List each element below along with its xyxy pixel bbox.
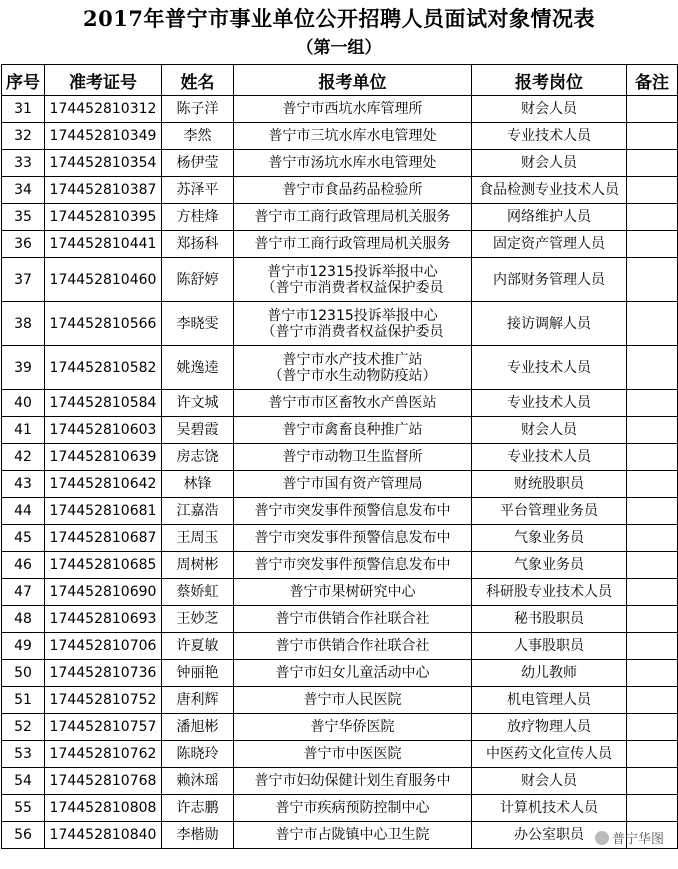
cell-unit: 普宁市中医医院 bbox=[234, 741, 472, 768]
cell-no: 44 bbox=[2, 498, 45, 525]
cell-exam-id: 174452810387 bbox=[45, 177, 162, 204]
cell-post: 食品检测专业技术人员 bbox=[472, 177, 627, 204]
cell-unit: 普宁市三坑水库水电管理处 bbox=[234, 123, 472, 150]
cell-exam-id: 174452810441 bbox=[45, 231, 162, 258]
cell-no: 54 bbox=[2, 768, 45, 795]
cell-unit: 普宁市禽畜良种推广站 bbox=[234, 417, 472, 444]
header-unit: 报考单位 bbox=[234, 65, 472, 96]
table-row bbox=[2, 606, 678, 633]
cell-exam-id: 174452810584 bbox=[45, 390, 162, 417]
cell-exam-id: 174452810460 bbox=[45, 258, 162, 302]
watermark-text: 普宁华图 bbox=[611, 832, 664, 847]
cell-note bbox=[627, 177, 678, 204]
cell-note bbox=[627, 633, 678, 660]
cell-no: 38 bbox=[2, 302, 45, 346]
cell-name: 唐利辉 bbox=[162, 687, 234, 714]
cell-post: 专业技术人员 bbox=[472, 123, 627, 150]
cell-no: 51 bbox=[2, 687, 45, 714]
table-row bbox=[2, 150, 678, 177]
table-row bbox=[2, 177, 678, 204]
cell-post: 财统股职员 bbox=[472, 471, 627, 498]
cell-post: 财会人员 bbox=[472, 96, 627, 123]
cell-note bbox=[627, 525, 678, 552]
cell-note bbox=[627, 346, 678, 390]
table-row bbox=[2, 579, 678, 606]
cell-no: 53 bbox=[2, 741, 45, 768]
cell-post: 接访调解人员 bbox=[472, 302, 627, 346]
cell-unit: 普宁市动物卫生监督所 bbox=[234, 444, 472, 471]
cell-no: 40 bbox=[2, 390, 45, 417]
cell-name: 周树彬 bbox=[162, 552, 234, 579]
table-row bbox=[2, 822, 678, 849]
cell-name: 李然 bbox=[162, 123, 234, 150]
table-row bbox=[2, 204, 678, 231]
cell-unit: 普宁华侨医院 bbox=[234, 714, 472, 741]
cell-no: 46 bbox=[2, 552, 45, 579]
table-row bbox=[2, 302, 678, 346]
cell-note bbox=[627, 579, 678, 606]
cell-unit: 普宁市疾病预防控制中心 bbox=[234, 795, 472, 822]
cell-name: 许文城 bbox=[162, 390, 234, 417]
cell-unit: 普宁市水产技术推广站 （普宁市水生动物防疫站） bbox=[234, 346, 472, 390]
cell-note bbox=[627, 552, 678, 579]
table-row bbox=[2, 552, 678, 579]
cell-post: 固定资产管理人员 bbox=[472, 231, 627, 258]
cell-unit: 普宁市供销合作社联合社 bbox=[234, 633, 472, 660]
cell-no: 47 bbox=[2, 579, 45, 606]
cell-note bbox=[627, 714, 678, 741]
watermark bbox=[595, 828, 664, 847]
cell-name: 潘旭彬 bbox=[162, 714, 234, 741]
cell-note bbox=[627, 471, 678, 498]
cell-post: 计算机技术人员 bbox=[472, 795, 627, 822]
header-no: 序号 bbox=[2, 65, 45, 96]
cell-unit: 普宁市市区畜牧水产兽医站 bbox=[234, 390, 472, 417]
cell-note bbox=[627, 498, 678, 525]
cell-exam-id: 174452810582 bbox=[45, 346, 162, 390]
cell-exam-id: 174452810752 bbox=[45, 687, 162, 714]
table-row bbox=[2, 795, 678, 822]
table-row bbox=[2, 231, 678, 258]
table-row bbox=[2, 741, 678, 768]
cell-no: 48 bbox=[2, 606, 45, 633]
cell-name: 蔡娇虹 bbox=[162, 579, 234, 606]
cell-name: 许志鹏 bbox=[162, 795, 234, 822]
cell-post: 中医药文化宣传人员 bbox=[472, 741, 627, 768]
cell-no: 42 bbox=[2, 444, 45, 471]
cell-exam-id: 174452810685 bbox=[45, 552, 162, 579]
cell-note bbox=[627, 444, 678, 471]
cell-post: 财会人员 bbox=[472, 417, 627, 444]
table-row bbox=[2, 123, 678, 150]
table-header-row bbox=[2, 65, 678, 96]
cell-no: 56 bbox=[2, 822, 45, 849]
cell-unit: 普宁市果树研究中心 bbox=[234, 579, 472, 606]
cell-no: 33 bbox=[2, 150, 45, 177]
cell-note bbox=[627, 606, 678, 633]
cell-unit: 普宁市妇女儿童活动中心 bbox=[234, 660, 472, 687]
header-post: 报考岗位 bbox=[472, 65, 627, 96]
cell-name: 姚逸逵 bbox=[162, 346, 234, 390]
cell-exam-id: 174452810808 bbox=[45, 795, 162, 822]
table-row bbox=[2, 444, 678, 471]
cell-unit: 普宁市12315投诉举报中心 （普宁市消费者权益保护委员 bbox=[234, 302, 472, 346]
cell-name: 钟丽艳 bbox=[162, 660, 234, 687]
header-name: 姓名 bbox=[162, 65, 234, 96]
cell-exam-id: 174452810690 bbox=[45, 579, 162, 606]
cell-exam-id: 174452810762 bbox=[45, 741, 162, 768]
cell-unit: 普宁市人民医院 bbox=[234, 687, 472, 714]
cell-note bbox=[627, 417, 678, 444]
table-row bbox=[2, 471, 678, 498]
cell-name: 陈子洋 bbox=[162, 96, 234, 123]
cell-post: 内部财务管理人员 bbox=[472, 258, 627, 302]
cell-no: 37 bbox=[2, 258, 45, 302]
cell-unit: 普宁市突发事件预警信息发布中 bbox=[234, 552, 472, 579]
cell-unit: 普宁市工商行政管理局机关服务 bbox=[234, 204, 472, 231]
header-exam-id: 准考证号 bbox=[45, 65, 162, 96]
cell-post: 气象业务员 bbox=[472, 525, 627, 552]
table-body bbox=[2, 96, 678, 849]
page-title: 2017年普宁市事业单位公开招聘人员面试对象情况表 bbox=[83, 6, 595, 31]
cell-post: 科研股专业技术人员 bbox=[472, 579, 627, 606]
cell-name: 林锋 bbox=[162, 471, 234, 498]
header-note: 备注 bbox=[627, 65, 678, 96]
cell-exam-id: 174452810681 bbox=[45, 498, 162, 525]
table-row bbox=[2, 660, 678, 687]
cell-post: 机电管理人员 bbox=[472, 687, 627, 714]
cell-post: 秘书股职员 bbox=[472, 606, 627, 633]
cell-post: 专业技术人员 bbox=[472, 390, 627, 417]
table-row bbox=[2, 390, 678, 417]
table-row bbox=[2, 346, 678, 390]
table-row bbox=[2, 525, 678, 552]
cell-name: 陈晓玲 bbox=[162, 741, 234, 768]
cell-note bbox=[627, 687, 678, 714]
candidates-table bbox=[1, 64, 678, 849]
cell-exam-id: 174452810757 bbox=[45, 714, 162, 741]
cell-post: 放疗物理人员 bbox=[472, 714, 627, 741]
cell-post: 人事股职员 bbox=[472, 633, 627, 660]
cell-note bbox=[627, 795, 678, 822]
cell-exam-id: 174452810642 bbox=[45, 471, 162, 498]
cell-unit: 普宁市12315投诉举报中心 （普宁市消费者权益保护委员 bbox=[234, 258, 472, 302]
cell-unit: 普宁市占陇镇中心卫生院 bbox=[234, 822, 472, 849]
cell-exam-id: 174452810639 bbox=[45, 444, 162, 471]
cell-unit: 普宁市供销合作社联合社 bbox=[234, 606, 472, 633]
cell-exam-id: 174452810349 bbox=[45, 123, 162, 150]
table-row bbox=[2, 498, 678, 525]
cell-name: 王周玉 bbox=[162, 525, 234, 552]
cell-post: 办公室职员 bbox=[472, 822, 627, 849]
cell-unit: 普宁市突发事件预警信息发布中 bbox=[234, 525, 472, 552]
cell-name: 苏泽平 bbox=[162, 177, 234, 204]
cell-no: 32 bbox=[2, 123, 45, 150]
cell-note bbox=[627, 390, 678, 417]
cell-post: 平台管理业务员 bbox=[472, 498, 627, 525]
cell-exam-id: 174452810566 bbox=[45, 302, 162, 346]
cell-name: 许夏敏 bbox=[162, 633, 234, 660]
cell-name: 赖沐瑶 bbox=[162, 768, 234, 795]
cell-name: 李楷勋 bbox=[162, 822, 234, 849]
cell-exam-id: 174452810395 bbox=[45, 204, 162, 231]
cell-post: 专业技术人员 bbox=[472, 444, 627, 471]
cell-note bbox=[627, 231, 678, 258]
cell-note bbox=[627, 741, 678, 768]
cell-post: 专业技术人员 bbox=[472, 346, 627, 390]
cell-no: 52 bbox=[2, 714, 45, 741]
table-row bbox=[2, 687, 678, 714]
cell-no: 39 bbox=[2, 346, 45, 390]
cell-no: 55 bbox=[2, 795, 45, 822]
cell-name: 杨伊莹 bbox=[162, 150, 234, 177]
cell-note bbox=[627, 660, 678, 687]
cell-name: 王妙芝 bbox=[162, 606, 234, 633]
cell-post: 幼儿教师 bbox=[472, 660, 627, 687]
cell-exam-id: 174452810768 bbox=[45, 768, 162, 795]
table-row bbox=[2, 417, 678, 444]
cell-no: 34 bbox=[2, 177, 45, 204]
cell-post: 财会人员 bbox=[472, 150, 627, 177]
table-row bbox=[2, 258, 678, 302]
cell-unit: 普宁市汤坑水库水电管理处 bbox=[234, 150, 472, 177]
cell-post: 财会人员 bbox=[472, 768, 627, 795]
cell-unit: 普宁市食品药品检验所 bbox=[234, 177, 472, 204]
table-row bbox=[2, 633, 678, 660]
cell-exam-id: 174452810840 bbox=[45, 822, 162, 849]
wechat-logo-icon bbox=[595, 831, 609, 845]
cell-name: 房志饶 bbox=[162, 444, 234, 471]
cell-name: 江嘉浩 bbox=[162, 498, 234, 525]
cell-unit: 普宁市突发事件预警信息发布中 bbox=[234, 498, 472, 525]
cell-no: 43 bbox=[2, 471, 45, 498]
cell-no: 49 bbox=[2, 633, 45, 660]
cell-name: 郑扬科 bbox=[162, 231, 234, 258]
cell-note bbox=[627, 258, 678, 302]
cell-name: 吴碧霞 bbox=[162, 417, 234, 444]
cell-note bbox=[627, 302, 678, 346]
cell-no: 31 bbox=[2, 96, 45, 123]
cell-note bbox=[627, 123, 678, 150]
cell-unit: 普宁市妇幼保健计划生育服务中 bbox=[234, 768, 472, 795]
cell-no: 41 bbox=[2, 417, 45, 444]
cell-post: 网络维护人员 bbox=[472, 204, 627, 231]
cell-no: 45 bbox=[2, 525, 45, 552]
cell-name: 李晓雯 bbox=[162, 302, 234, 346]
cell-unit: 普宁市工商行政管理局机关服务 bbox=[234, 231, 472, 258]
cell-exam-id: 174452810687 bbox=[45, 525, 162, 552]
cell-exam-id: 174452810736 bbox=[45, 660, 162, 687]
cell-post: 气象业务员 bbox=[472, 552, 627, 579]
cell-unit: 普宁市西坑水库管理所 bbox=[234, 96, 472, 123]
cell-note bbox=[627, 768, 678, 795]
cell-no: 35 bbox=[2, 204, 45, 231]
cell-exam-id: 174452810312 bbox=[45, 96, 162, 123]
cell-note bbox=[627, 96, 678, 123]
cell-exam-id: 174452810603 bbox=[45, 417, 162, 444]
table-row bbox=[2, 768, 678, 795]
page-subtitle: （第一组） bbox=[296, 38, 382, 58]
cell-note bbox=[627, 150, 678, 177]
cell-no: 36 bbox=[2, 231, 45, 258]
table-row bbox=[2, 96, 678, 123]
cell-exam-id: 174452810706 bbox=[45, 633, 162, 660]
cell-name: 陈舒婷 bbox=[162, 258, 234, 302]
cell-unit: 普宁市国有资产管理局 bbox=[234, 471, 472, 498]
cell-note bbox=[627, 204, 678, 231]
cell-exam-id: 174452810693 bbox=[45, 606, 162, 633]
cell-no: 50 bbox=[2, 660, 45, 687]
cell-name: 方桂烽 bbox=[162, 204, 234, 231]
cell-exam-id: 174452810354 bbox=[45, 150, 162, 177]
table-row bbox=[2, 714, 678, 741]
